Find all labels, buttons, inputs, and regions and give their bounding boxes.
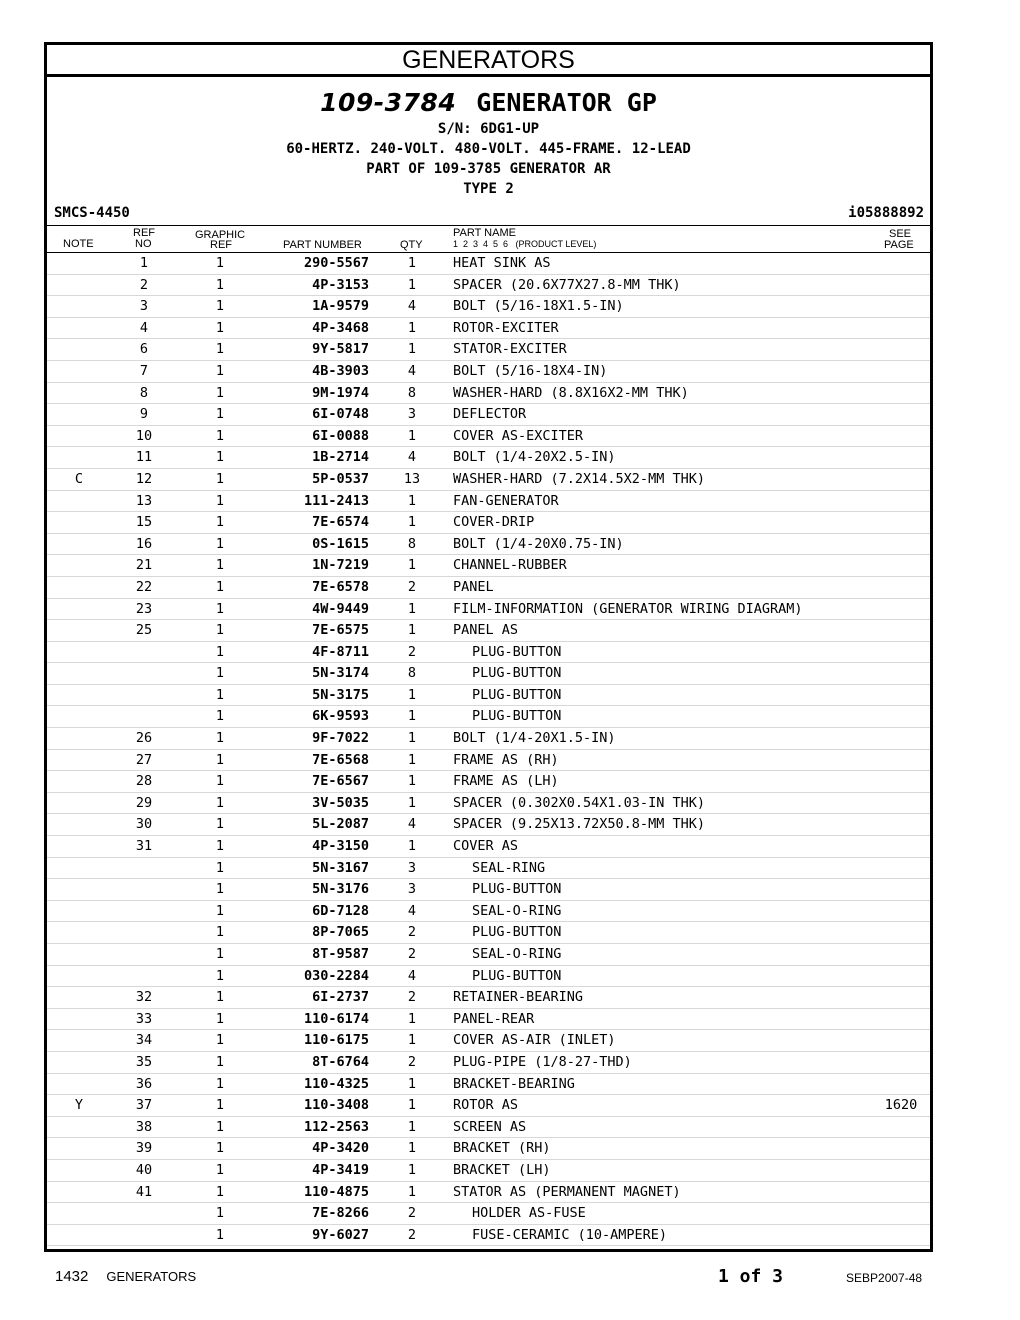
table-row <box>47 1225 930 1247</box>
table-row <box>47 620 930 642</box>
part-number-cell: 6K-9593 <box>312 708 369 725</box>
qty-cell: 2 <box>407 1205 417 1222</box>
table-row <box>47 858 930 880</box>
qty-cell: 2 <box>407 924 417 941</box>
qty-cell: 4 <box>407 298 417 315</box>
graphic-ref-cell: 1 <box>215 1075 225 1092</box>
ref-no-cell: 1 <box>139 255 149 271</box>
part-name-cell: BOLT (5/16-18X4-IN) <box>453 362 608 379</box>
table-row <box>47 1182 930 1204</box>
graphic-ref-cell: 1 <box>215 557 225 574</box>
graphic-ref-cell: 1 <box>215 794 225 811</box>
qty-cell: 1 <box>407 427 417 444</box>
part-number-cell: 110-6175 <box>303 1032 369 1049</box>
qty-cell: 3 <box>407 859 417 876</box>
graphic-ref-cell: 1 <box>215 902 225 919</box>
footer-section: GENERATORS <box>106 1269 197 1284</box>
header-product-levels: 1 2 3 4 5 6 (PRODUCT LEVEL) <box>453 239 597 249</box>
table-row <box>47 534 930 556</box>
ref-no-cell: 8 <box>139 384 149 401</box>
qty-cell: 3 <box>407 406 417 423</box>
qty-cell: 8 <box>407 535 417 552</box>
table-row <box>47 275 930 297</box>
part-name-cell: COVER AS-AIR (INLET) <box>453 1032 616 1049</box>
qty-cell: 1 <box>407 255 417 271</box>
note-cell: Y <box>74 1097 84 1114</box>
ref-no-cell: 13 <box>135 492 153 509</box>
part-name-cell: BOLT (1/4-20X0.75-IN) <box>453 535 624 552</box>
part-number-cell: 6I-2737 <box>312 989 369 1006</box>
ref-no-cell: 10 <box>135 427 153 444</box>
part-name-cell: HEAT SINK AS <box>453 255 551 271</box>
part-name-cell: FUSE-CERAMIC (10-AMPERE) <box>472 1226 668 1243</box>
part-number-cell: 0S-1615 <box>312 535 369 552</box>
part-number-cell: 4P-3468 <box>312 319 369 336</box>
part-number-cell: 5N-3167 <box>312 859 369 876</box>
graphic-ref-cell: 1 <box>215 751 225 768</box>
part-name-cell: BOLT (5/16-18X1.5-IN) <box>453 298 624 315</box>
graphic-ref-cell: 1 <box>215 859 225 876</box>
part-number-cell: 110-4325 <box>303 1075 369 1092</box>
part-name-cell: STATOR-EXCITER <box>453 341 567 358</box>
ref-no-cell: 28 <box>135 773 153 790</box>
qty-cell: 2 <box>407 643 417 660</box>
graphic-ref-cell: 1 <box>215 600 225 617</box>
ref-no-cell: 9 <box>139 406 149 423</box>
table-row <box>47 1160 930 1182</box>
qty-cell: 1 <box>407 773 417 790</box>
qty-cell: 4 <box>407 449 417 466</box>
smcs-code: SMCS-4450 <box>54 205 130 221</box>
group-description: 60-HERTZ. 240-VOLT. 480-VOLT. 445-FRAME. 12-LEAD <box>286 141 691 157</box>
part-name-cell: BOLT (1/4-20X2.5-IN) <box>453 449 616 466</box>
graphic-ref-cell: 1 <box>215 362 225 379</box>
ref-no-cell: 23 <box>135 600 153 617</box>
part-name-cell: RETAINER-BEARING <box>453 989 584 1006</box>
footer-page-number: 1432 <box>55 1268 89 1285</box>
ref-no-cell: 15 <box>135 514 153 531</box>
qty-cell: 1 <box>407 730 417 747</box>
qty-cell: 3 <box>407 881 417 898</box>
graphic-ref-cell: 1 <box>215 924 225 941</box>
part-name-cell: PANEL <box>453 578 494 595</box>
part-name-cell: COVER AS-EXCITER <box>453 427 584 444</box>
table-row <box>47 577 930 599</box>
graphic-ref-cell: 1 <box>215 341 225 358</box>
qty-cell: 1 <box>407 276 417 293</box>
table-row <box>47 750 930 772</box>
qty-cell: 1 <box>407 1161 417 1178</box>
ref-no-cell: 4 <box>139 319 149 336</box>
table-row <box>47 1030 930 1052</box>
part-number-cell: 110-6174 <box>303 1010 369 1027</box>
qty-cell: 1 <box>407 600 417 617</box>
table-row <box>47 383 930 405</box>
part-name-cell: SPACER (20.6X77X27.8-MM THK) <box>453 276 681 293</box>
part-number-cell: 7E-6568 <box>312 751 369 768</box>
part-name-cell: PLUG-BUTTON <box>472 924 562 941</box>
graphic-ref-cell: 1 <box>215 967 225 984</box>
part-number-cell: 5N-3175 <box>312 686 369 703</box>
ref-no-cell: 12 <box>135 470 153 487</box>
part-name-cell: COVER-DRIP <box>453 514 535 531</box>
qty-cell: 2 <box>407 946 417 962</box>
part-number-cell: 111-2413 <box>303 492 369 509</box>
part-number-cell: 5L-2087 <box>312 816 369 833</box>
table-row <box>47 1095 930 1117</box>
part-name-cell: ROTOR AS <box>453 1097 519 1114</box>
part-name-cell: BRACKET (LH) <box>453 1161 551 1178</box>
table-row <box>47 987 930 1009</box>
part-name-cell: SPACER (0.302X0.54X1.03-IN THK) <box>453 794 705 811</box>
ref-no-cell: 26 <box>135 730 153 747</box>
footer-left <box>55 1268 196 1285</box>
part-name-cell: BRACKET-BEARING <box>453 1075 575 1092</box>
ref-no-cell: 30 <box>135 816 153 833</box>
part-name-cell: FRAME AS (LH) <box>453 773 559 790</box>
header-note: NOTE <box>63 238 94 250</box>
part-name-cell: CHANNEL-RUBBER <box>453 557 567 574</box>
part-number-cell: 110-4875 <box>303 1183 369 1200</box>
part-name-cell: SEAL-RING <box>472 859 546 876</box>
qty-cell: 1 <box>407 1075 417 1092</box>
part-number-cell: 4W-9449 <box>312 600 369 617</box>
graphic-ref-cell: 1 <box>215 298 225 315</box>
part-number-cell: 3V-5035 <box>312 794 369 811</box>
qty-cell: 1 <box>407 794 417 811</box>
table-row <box>47 491 930 513</box>
part-number-cell: 7E-8266 <box>312 1205 369 1222</box>
ref-no-cell: 2 <box>139 276 149 293</box>
table-row <box>47 1203 930 1225</box>
graphic-ref-cell: 1 <box>215 406 225 423</box>
part-number-cell: 8T-9587 <box>312 946 369 962</box>
header-part-name: PART NAME <box>453 227 516 239</box>
part-number-cell: 4B-3903 <box>312 362 369 379</box>
qty-cell: 1 <box>407 1140 417 1157</box>
graphic-ref-cell: 1 <box>215 1183 225 1200</box>
part-name-cell: STATOR AS (PERMANENT MAGNET) <box>453 1183 681 1200</box>
graphic-ref-cell: 1 <box>215 1140 225 1157</box>
graphic-ref-cell: 1 <box>215 384 225 401</box>
table-row <box>47 814 930 836</box>
graphic-ref-cell: 1 <box>215 643 225 660</box>
qty-cell: 8 <box>407 384 417 401</box>
parts-table-body <box>47 253 930 1246</box>
table-row <box>47 469 930 491</box>
part-name-cell: FRAME AS (RH) <box>453 751 559 768</box>
qty-cell: 4 <box>407 902 417 919</box>
part-number-cell: 4P-3420 <box>312 1140 369 1157</box>
part-name-cell: FAN-GENERATOR <box>453 492 559 509</box>
graphic-ref-cell: 1 <box>215 1161 225 1178</box>
part-name-cell: PANEL-REAR <box>453 1010 535 1027</box>
graphic-ref-cell: 1 <box>215 1097 225 1114</box>
part-number-cell: 9F-7022 <box>312 730 369 747</box>
table-row <box>47 512 930 534</box>
header-see-bottom: PAGE <box>884 239 914 251</box>
part-name-cell: PLUG-BUTTON <box>472 686 562 703</box>
qty-cell: 1 <box>407 341 417 358</box>
table-row <box>47 966 930 988</box>
table-row <box>47 728 930 750</box>
part-number-cell: 4F-8711 <box>312 643 369 660</box>
graphic-ref-cell: 1 <box>215 838 225 855</box>
qty-cell: 1 <box>407 838 417 855</box>
part-number-cell: 7E-6567 <box>312 773 369 790</box>
header-qty: QTY <box>400 239 423 251</box>
qty-cell: 2 <box>407 989 417 1006</box>
ref-no-cell: 38 <box>135 1118 153 1135</box>
part-number-cell: 4P-3419 <box>312 1161 369 1178</box>
ref-no-cell: 39 <box>135 1140 153 1157</box>
ref-no-cell: 35 <box>135 1053 153 1070</box>
qty-cell: 1 <box>407 751 417 768</box>
header-ref-bottom: NO <box>135 238 152 250</box>
table-row <box>47 879 930 901</box>
ref-no-cell: 6 <box>139 341 149 358</box>
ref-no-cell: 27 <box>135 751 153 768</box>
ref-no-cell: 41 <box>135 1183 153 1200</box>
ref-no-cell: 29 <box>135 794 153 811</box>
table-row <box>47 1117 930 1139</box>
table-row <box>47 1138 930 1160</box>
qty-cell: 4 <box>407 967 417 984</box>
part-name-cell: SEAL-O-RING <box>472 902 562 919</box>
ref-no-cell: 37 <box>135 1097 153 1114</box>
part-number-cell: 9M-1974 <box>312 384 369 401</box>
part-number-cell: 7E-6578 <box>312 578 369 595</box>
ref-no-cell: 7 <box>139 362 149 379</box>
qty-cell: 2 <box>407 1226 417 1243</box>
part-number-cell: 7E-6574 <box>312 514 369 531</box>
table-row <box>47 555 930 577</box>
part-name-cell: WASHER-HARD (8.8X16X2-MM THK) <box>453 384 689 401</box>
table-row <box>47 706 930 728</box>
part-number-cell: 4P-3150 <box>312 838 369 855</box>
header-graphic-top: GRAPHIC <box>195 229 246 241</box>
graphic-ref-cell: 1 <box>215 1226 225 1243</box>
ref-no-cell: 16 <box>135 535 153 552</box>
graphic-ref-cell: 1 <box>215 255 225 271</box>
qty-cell: 2 <box>407 1053 417 1070</box>
graphic-ref-cell: 1 <box>215 816 225 833</box>
graphic-ref-cell: 1 <box>215 492 225 509</box>
part-name-cell: PANEL AS <box>453 622 519 639</box>
see-page-cell: 1620 <box>884 1097 918 1114</box>
title-block <box>47 87 930 199</box>
table-row <box>47 901 930 923</box>
part-name-cell: BOLT (1/4-20X1.5-IN) <box>453 730 616 747</box>
header-see-top: SEE <box>889 228 912 240</box>
qty-cell: 1 <box>407 1097 417 1114</box>
qty-cell: 1 <box>407 492 417 509</box>
qty-cell: 8 <box>407 665 417 682</box>
qty-cell: 1 <box>407 557 417 574</box>
part-number-cell: 5P-0537 <box>312 470 369 487</box>
ref-no-cell: 36 <box>135 1075 153 1092</box>
part-number-cell: 110-3408 <box>303 1097 369 1114</box>
graphic-ref-cell: 1 <box>215 276 225 293</box>
table-row <box>47 836 930 858</box>
part-name-cell: SPACER (9.25X13.72X50.8-MM THK) <box>453 816 705 833</box>
table-row <box>47 771 930 793</box>
qty-cell: 1 <box>407 1032 417 1049</box>
qty-cell: 2 <box>407 578 417 595</box>
part-name-cell: FILM-INFORMATION (GENERATOR WIRING DIAGRAM) <box>453 600 803 617</box>
qty-cell: 1 <box>407 514 417 531</box>
ref-no-cell: 32 <box>135 989 153 1006</box>
table-row <box>47 426 930 448</box>
part-number-cell: 9Y-6027 <box>312 1226 369 1243</box>
table-row <box>47 1052 930 1074</box>
part-name-cell: PLUG-BUTTON <box>472 708 562 725</box>
group-title <box>47 87 930 119</box>
ref-no-cell: 3 <box>139 298 149 315</box>
part-number-cell: 8T-6764 <box>312 1053 369 1070</box>
graphic-ref-cell: 1 <box>215 535 225 552</box>
part-name-cell: HOLDER AS-FUSE <box>472 1205 586 1222</box>
group-number: 109-3784 <box>320 88 457 117</box>
serial-number: S/N: 6DG1-UP <box>437 121 540 137</box>
table-row <box>47 404 930 426</box>
footer-doc-id: SEBP2007-48 <box>846 1271 923 1285</box>
graphic-ref-cell: 1 <box>215 665 225 682</box>
qty-cell: 1 <box>407 1010 417 1027</box>
ref-no-cell: 31 <box>135 838 153 855</box>
graphic-ref-cell: 1 <box>215 1053 225 1070</box>
graphic-ref-cell: 1 <box>215 730 225 747</box>
table-row <box>47 599 930 621</box>
qty-cell: 4 <box>407 362 417 379</box>
part-number-cell: 1B-2714 <box>312 449 369 466</box>
column-headers <box>47 225 930 253</box>
part-name-cell: COVER AS <box>453 838 519 855</box>
table-row <box>47 253 930 275</box>
qty-cell: 1 <box>407 622 417 639</box>
part-name-cell: ROTOR-EXCITER <box>453 319 559 336</box>
qty-cell: 13 <box>403 470 421 487</box>
ref-no-cell: 11 <box>135 449 153 466</box>
part-number-cell: 112-2563 <box>303 1118 369 1135</box>
table-row <box>47 1074 930 1096</box>
part-name-cell: BRACKET (RH) <box>453 1140 551 1157</box>
graphic-ref-cell: 1 <box>215 708 225 725</box>
qty-cell: 1 <box>407 708 417 725</box>
header-ref-top: REF <box>133 227 155 239</box>
graphic-ref-cell: 1 <box>215 319 225 336</box>
graphic-ref-cell: 1 <box>215 578 225 595</box>
ref-no-cell: 40 <box>135 1161 153 1178</box>
graphic-ref-cell: 1 <box>215 1010 225 1027</box>
table-row <box>47 339 930 361</box>
part-name-cell: SEAL-O-RING <box>472 946 562 962</box>
qty-cell: 1 <box>407 1118 417 1135</box>
table-row <box>47 447 930 469</box>
graphic-ref-cell: 1 <box>215 1118 225 1135</box>
table-row <box>47 642 930 664</box>
ref-no-cell: 21 <box>135 557 153 574</box>
part-number-cell: 5N-3174 <box>312 665 369 682</box>
part-number-cell: 7E-6575 <box>312 622 369 639</box>
ref-no-cell: 25 <box>135 622 153 639</box>
table-row <box>47 793 930 815</box>
part-of-line: PART OF 109-3785 GENERATOR AR <box>366 161 611 177</box>
header-graphic-bottom: REF <box>210 239 232 251</box>
part-number-cell: 290-5567 <box>303 255 369 271</box>
part-name-cell: PLUG-BUTTON <box>472 643 562 660</box>
part-number-cell: 8P-7065 <box>312 924 369 941</box>
ref-no-cell: 22 <box>135 578 153 595</box>
ref-no-cell: 34 <box>135 1032 153 1049</box>
code-row <box>47 201 930 225</box>
graphic-ref-cell: 1 <box>215 470 225 487</box>
section-header: GENERATORS <box>47 45 930 77</box>
graphic-ref-cell: 1 <box>215 1205 225 1222</box>
part-number-cell: 1A-9579 <box>312 298 369 315</box>
part-number-cell: 6D-7128 <box>312 902 369 919</box>
graphic-ref-cell: 1 <box>215 427 225 444</box>
part-name-cell: WASHER-HARD (7.2X14.5X2-MM THK) <box>453 470 705 487</box>
qty-cell: 1 <box>407 319 417 336</box>
table-row <box>47 318 930 340</box>
illustration-id: i05888892 <box>848 205 924 221</box>
note-cell: C <box>74 470 84 487</box>
group-name: GENERATOR GP <box>476 88 657 117</box>
table-row <box>47 663 930 685</box>
part-name-cell: PLUG-BUTTON <box>472 967 562 984</box>
part-number-cell: 1N-7219 <box>312 557 369 574</box>
part-number-cell: 9Y-5817 <box>312 341 369 358</box>
part-name-cell: PLUG-PIPE (1/8-27-THD) <box>453 1053 632 1070</box>
graphic-ref-cell: 1 <box>215 686 225 703</box>
part-name-cell: PLUG-BUTTON <box>472 881 562 898</box>
ref-no-cell: 33 <box>135 1010 153 1027</box>
table-row <box>47 922 930 944</box>
footer-page-of: 1 of 3 <box>718 1266 784 1287</box>
type-line: TYPE 2 <box>463 181 514 197</box>
table-row <box>47 1009 930 1031</box>
graphic-ref-cell: 1 <box>215 989 225 1006</box>
part-name-cell: DEFLECTOR <box>453 406 527 423</box>
part-number-cell: 6I-0088 <box>312 427 369 444</box>
graphic-ref-cell: 1 <box>215 773 225 790</box>
graphic-ref-cell: 1 <box>215 946 225 962</box>
part-number-cell: 6I-0748 <box>312 406 369 423</box>
graphic-ref-cell: 1 <box>215 622 225 639</box>
graphic-ref-cell: 1 <box>215 514 225 531</box>
graphic-ref-cell: 1 <box>215 1032 225 1049</box>
graphic-ref-cell: 1 <box>215 449 225 466</box>
parts-list-sheet <box>44 42 933 1252</box>
graphic-ref-cell: 1 <box>215 881 225 898</box>
table-row <box>47 361 930 383</box>
table-row <box>47 685 930 707</box>
table-row <box>47 296 930 318</box>
part-name-cell: PLUG-BUTTON <box>472 665 562 682</box>
qty-cell: 4 <box>407 816 417 833</box>
part-number-cell: 030-2284 <box>303 967 369 984</box>
qty-cell: 1 <box>407 1183 417 1200</box>
part-number-cell: 5N-3176 <box>312 881 369 898</box>
header-part-number: PART NUMBER <box>283 239 362 251</box>
part-name-cell: SCREEN AS <box>453 1118 527 1135</box>
qty-cell: 1 <box>407 686 417 703</box>
part-number-cell: 4P-3153 <box>312 276 369 293</box>
table-row <box>47 944 930 966</box>
